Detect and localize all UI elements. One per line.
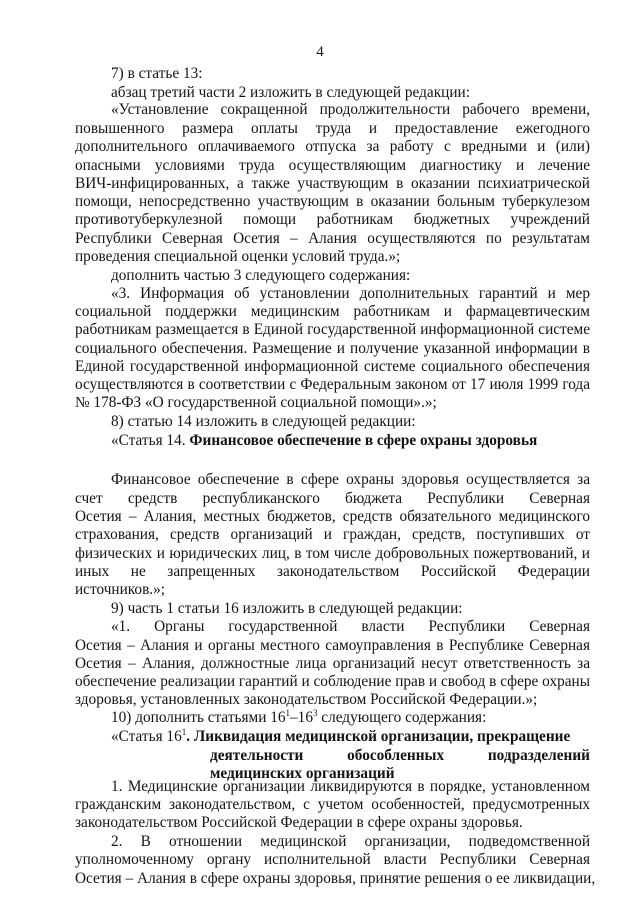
article-16-1-sup: 1 [181,727,187,737]
text-line: обеспечение реализации гарантий и соблюдение прав и свобод в сфере охраны [75,673,590,690]
article-14-heading-prefix: «Статья 14. [111,432,190,449]
text-line: Осетия – Алания, местных бюджетов, средств обязательного медицинского [75,508,590,525]
text-line: страхования, средств организаций и граждан, средств, поступивших от [75,526,590,543]
text-line: Осетия – Алания, должностные лица организаций несут ответственность за [75,655,590,672]
text-line: уполномоченному органу исполнительной власти Республики Северная [75,851,590,868]
text-line: опасными условиями труда осуществляющим диагностику и лечение [75,157,590,174]
text-line: физических и юридических лиц, в том числе добровольных пожертвований, и [75,545,590,562]
page-number: 4 [316,44,324,60]
text-line: повышенного размера оплаты труда и предоставление ежегодного [75,120,590,137]
item-10-sup-3: 3 [312,708,318,718]
text-line: помощи, непосредственно участвующим в оказании больным туберкулезом [75,193,590,210]
article-14-heading-title: Финансовое обеспечение в сфере охраны здоровья [189,432,538,449]
text-line: осуществляются в соответствии с Федеральным законом от 17 июля 1999 года [75,376,590,393]
text-line: 1. Медицинские организации ликвидируются в порядке, установленном [111,778,590,795]
text-line: социального обеспечения. Размещение и получение указанной информации в [75,340,590,357]
text-line: 7) в статье 13: [111,65,203,82]
text-line: законодательством Российской Федерации в сфере охраны здоровья. [75,814,523,831]
text-line: работникам размещается в Единой государственной информационной системе [75,321,590,338]
article-16-1-heading-line-2: деятельности обособленных подразделений [210,747,590,764]
text-line: проведения специальной оценки условий труда.»; [75,248,401,265]
text-line: «3. Информация об установлении дополнительных гарантий и мер [111,285,590,302]
text-line: здоровья, установленных законодательством Российской Федерации.»; [75,691,538,708]
text-line: 8) статью 14 изложить в следующей редакции: [111,413,416,430]
article-14-heading [111,431,537,450]
item-10-prefix: 10) дополнить статьями 16 [111,709,286,726]
item-10-sup-1: 1 [285,708,291,718]
article-16-1-heading-line-1 [111,727,570,746]
article-16-1-dot: . [186,728,194,745]
text-line: 2. В отношении медицинской организации, подведомственной [111,833,590,850]
item-10-dash: –16 [290,709,313,726]
text-line: абзац третий части 2 изложить в следующей редакции: [111,84,470,101]
article-16-1-title-1: Ликвидация медицинской организации, прекращение [193,728,571,745]
text-line: социальной поддержки медицинским работникам и фармацевтическим [75,303,590,320]
text-line: дополнительного оплачиваемого отпуска за работу с вредными и (или) [75,138,590,155]
text-line: противотуберкулезной помощи работникам бюджетных учреждений [75,211,590,228]
text-line: Финансовое обеспечение в сфере охраны здоровья осуществляется за [111,471,590,488]
text-line: Осетия – Алания в сфере охраны здоровья, принятие решения о ее ликвидации, [75,870,596,887]
article-16-1-heading-line-3: медицинских организаций [210,765,395,782]
text-line: дополнить частью 3 следующего содержания: [111,267,411,284]
text-line: ВИЧ-инфицированных, а также участвующим в оказании психиатрической [75,175,590,192]
text-line: Осетия – Алания и органы местного самоуправления в Республике Северная [75,637,590,654]
text-line: «1. Органы государственной власти Республики Северная [111,618,590,635]
item-10-suffix: следующего содержания: [317,709,487,726]
text-line: Единой государственной информационной системе социального обеспечения [75,358,590,375]
text-line: счет средств республиканского бюджета Республики Северная [75,490,590,507]
text-line: «Установление сокращенной продолжительности рабочего времени, [111,101,590,118]
article-16-1-prefix: «Статья 16 [111,728,182,745]
text-line: Республики Северная Осетия – Алания осуществляются по результатам [75,230,590,247]
text-line: гражданским законодательством, с учетом особенностей, предусмотренных [75,796,590,813]
text-line: иных не запрещенных законодательством Российской Федерации [75,563,590,580]
text-line: № 178-ФЗ «О государственной социальной помощи».»; [75,394,437,411]
text-line: 9) часть 1 статьи 16 изложить в следующей редакции: [111,600,463,617]
text-line: источников.»; [75,581,166,598]
item-10-line [111,708,486,727]
